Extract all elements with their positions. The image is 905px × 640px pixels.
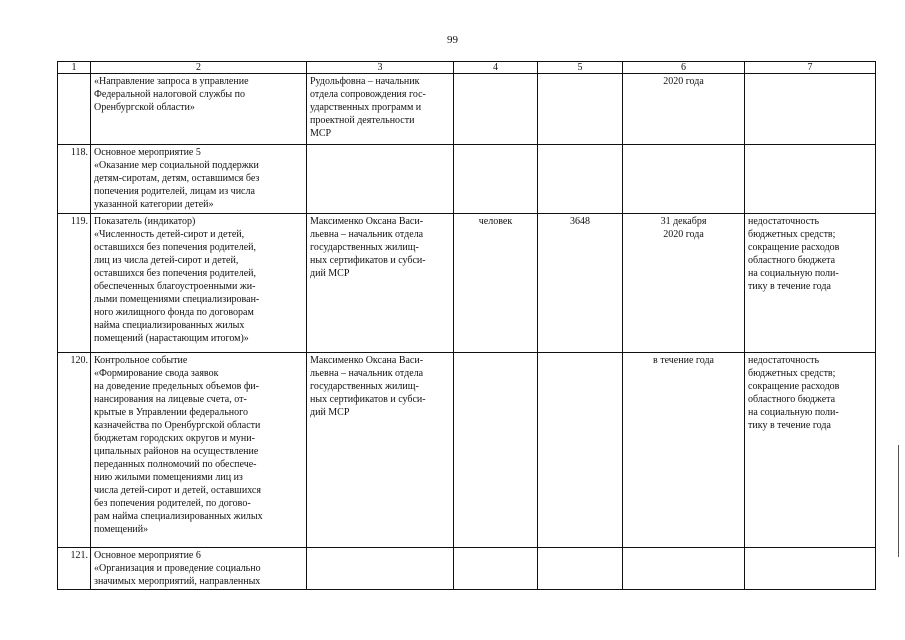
value-cell	[538, 548, 623, 590]
unit-cell	[454, 145, 538, 214]
risks-cell	[745, 74, 876, 145]
col-header-4: 4	[454, 62, 538, 74]
table-row	[58, 145, 876, 214]
measure-cell: «Направление запроса в управление Федеральной налоговой службы по Оренбургской области»	[91, 74, 307, 145]
risks-cell	[745, 548, 876, 590]
measure-cell: Основное мероприятие 5 «Оказание мер социальной поддержки детям-сиротам, детям, оставшимся без попечения родителей, лицам из числа указанной категории детей»	[91, 145, 307, 214]
measure-cell: Основное мероприятие 6 «Организация и проведение социально значимых мероприятий, направленных	[91, 548, 307, 590]
unit-cell	[454, 74, 538, 145]
scan-edge-line	[898, 445, 899, 557]
measure-cell: Показатель (индикатор) «Численность детей-сирот и детей, оставшихся без попечения родителей, лиц из числа детей-сирот и детей, оставшихся без попечения родителей, обеспеченных благоустроенными жи- лыми помещениями специализирован- ного жилищного фонда по договорам найма специализированных жилых помещений (нарастающим итогом)»	[91, 214, 307, 353]
responsible-cell: Максименко Оксана Васи- льевна – начальник отдела государственных жилищ- ных сертификатов и субси- дий МСР	[307, 214, 454, 353]
deadline-cell	[623, 548, 745, 590]
row-number: 119.	[58, 214, 91, 353]
deadline-cell: в течение года	[623, 353, 745, 548]
value-cell	[538, 353, 623, 548]
action-plan-table	[57, 61, 876, 590]
risks-cell	[745, 145, 876, 214]
deadline-cell: 31 декабря 2020 года	[623, 214, 745, 353]
value-cell: 3648	[538, 214, 623, 353]
table-row	[58, 353, 876, 548]
risks-cell: недостаточность бюджетных средств; сокращение расходов областного бюджета на социальную поли- тику в течение года	[745, 214, 876, 353]
row-number: 118.	[58, 145, 91, 214]
unit-cell	[454, 548, 538, 590]
responsible-cell: Рудольфовна – начальник отдела сопровождения гос- ударственных программ и проектной деятельности МСР	[307, 74, 454, 145]
unit-cell	[454, 353, 538, 548]
col-header-3: 3	[307, 62, 454, 74]
value-cell	[538, 145, 623, 214]
col-header-7: 7	[745, 62, 876, 74]
row-number: 121.	[58, 548, 91, 590]
col-header-2: 2	[91, 62, 307, 74]
deadline-cell	[623, 145, 745, 214]
unit-cell: человек	[454, 214, 538, 353]
col-header-6: 6	[623, 62, 745, 74]
header-row	[58, 62, 876, 74]
responsible-cell: Максименко Оксана Васи- льевна – начальник отдела государственных жилищ- ных сертификатов и субси- дий МСР	[307, 353, 454, 548]
col-header-5: 5	[538, 62, 623, 74]
row-number	[58, 74, 91, 145]
responsible-cell	[307, 548, 454, 590]
row-number: 120.	[58, 353, 91, 548]
deadline-cell: 2020 года	[623, 74, 745, 145]
risks-cell: недостаточность бюджетных средств; сокращение расходов областного бюджета на социальную поли- тику в течение года	[745, 353, 876, 548]
value-cell	[538, 74, 623, 145]
page-number: 99	[447, 34, 458, 46]
table-row	[58, 74, 876, 145]
col-header-1: 1	[58, 62, 91, 74]
table-row	[58, 548, 876, 590]
table-row	[58, 214, 876, 353]
responsible-cell	[307, 145, 454, 214]
measure-cell: Контрольное событие «Формирование свода заявок на доведение предельных объемов фи- нансирования на лицевые счета, от- крытые в Управлении федерального казначейства по Оренбургской области бюджетам городских округов и муни- ципальных районов на осуществление переданных полномочий по обеспече- нию жилыми помещениями лиц из числа детей-сирот и детей, оставшихся без попечения родителей, по догово- рам найма специализированных жилых помещений»	[91, 353, 307, 548]
